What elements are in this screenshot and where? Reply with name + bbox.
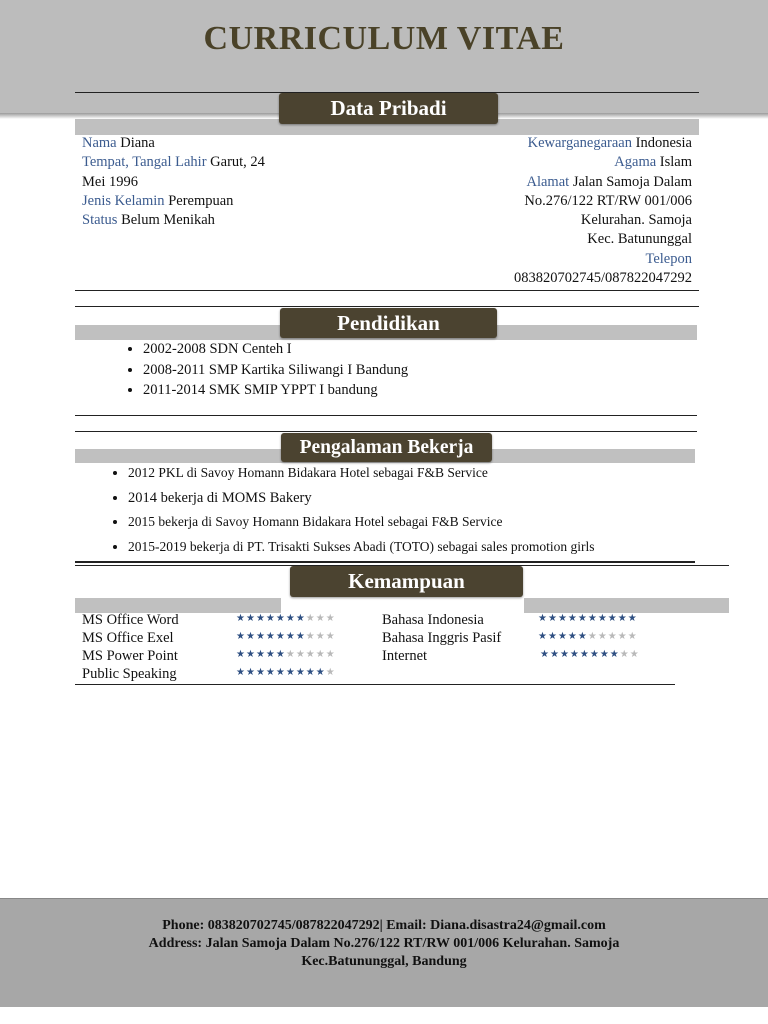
star-filled-icon: ★	[255, 613, 266, 624]
star-filled-icon: ★	[285, 613, 296, 624]
list-item: • 2002-2008 SDN Centeh I	[143, 339, 408, 360]
religion-value: Islam	[659, 154, 692, 170]
star-empty-icon: ★	[629, 649, 640, 660]
star-empty-icon: ★	[587, 631, 598, 642]
star-filled-icon: ★	[236, 631, 246, 642]
birth-label: Tempat, Tangal Lahir	[82, 154, 207, 170]
experience-list	[104, 461, 594, 559]
field-address	[527, 173, 693, 192]
star-filled-icon: ★	[627, 613, 638, 624]
star-empty-icon: ★	[325, 667, 336, 678]
skill-name: Public Speaking	[82, 666, 177, 682]
star-filled-icon: ★	[236, 613, 246, 624]
star-filled-icon: ★	[295, 613, 306, 624]
star-filled-icon: ★	[255, 667, 266, 678]
star-empty-icon: ★	[627, 631, 638, 642]
star-filled-icon: ★	[245, 649, 256, 660]
footer-address: Address: Jalan Samoja Dalam No.276/122 RT/RW 001/006 Kelurahan. Samoja	[148, 936, 620, 951]
star-empty-icon: ★	[315, 613, 326, 624]
footer-contact: Phone: 083820702745/087822047292| Email: Diana.disastra24@gmail.com	[162, 918, 606, 933]
star-empty-icon: ★	[325, 631, 336, 642]
nationality-value: Indonesia	[635, 135, 692, 151]
star-filled-icon: ★	[538, 631, 548, 642]
skill-name: MS Power Point	[82, 648, 178, 664]
star-filled-icon: ★	[547, 613, 558, 624]
birth-value-cont: Mei 1996	[82, 174, 138, 190]
star-filled-icon: ★	[607, 613, 618, 624]
star-empty-icon: ★	[305, 649, 316, 660]
star-filled-icon: ★	[285, 667, 296, 678]
list-item: • 2008-2011 SMP Kartika Siliwangi I Bandung	[143, 360, 408, 381]
field-birth	[82, 153, 265, 172]
address-value-3: Kelurahan. Samoja	[580, 212, 692, 228]
list-item: • 2011-2014 SMK SMIP YPPT I bandung	[143, 380, 408, 401]
star-filled-icon: ★	[557, 613, 568, 624]
skill-rating	[538, 628, 638, 646]
star-filled-icon: ★	[275, 613, 286, 624]
status-value: Belum Menikah	[121, 212, 215, 228]
star-filled-icon: ★	[275, 631, 286, 642]
skill-rating	[236, 664, 336, 682]
name-label: Nama	[82, 135, 117, 151]
star-filled-icon: ★	[557, 631, 568, 642]
skill-name: MS Office Exel	[82, 630, 174, 646]
education-list	[118, 339, 408, 401]
star-empty-icon: ★	[315, 649, 326, 660]
star-empty-icon: ★	[619, 649, 630, 660]
section-title-skills: Kemampuan	[290, 566, 523, 597]
star-filled-icon: ★	[255, 631, 266, 642]
divider	[75, 415, 697, 416]
star-empty-icon: ★	[617, 631, 628, 642]
skill-rating	[540, 646, 640, 664]
skill-rating	[236, 610, 336, 628]
list-item: • 2015-2019 bekerja di PT. Trisakti Sukses Abadi (TOTO) sebagai sales promotion girls	[128, 535, 594, 560]
star-filled-icon: ★	[285, 631, 296, 642]
star-filled-icon: ★	[236, 667, 246, 678]
divider	[75, 561, 695, 563]
birth-value: Garut, 24	[210, 154, 265, 170]
star-filled-icon: ★	[579, 649, 590, 660]
star-filled-icon: ★	[245, 667, 256, 678]
phone-label: Telepon	[645, 251, 692, 267]
star-filled-icon: ★	[609, 649, 620, 660]
star-filled-icon: ★	[275, 667, 286, 678]
star-filled-icon: ★	[617, 613, 628, 624]
star-empty-icon: ★	[325, 613, 336, 624]
star-filled-icon: ★	[255, 649, 266, 660]
star-filled-icon: ★	[265, 649, 276, 660]
star-empty-icon: ★	[305, 631, 316, 642]
star-filled-icon: ★	[587, 613, 598, 624]
star-filled-icon: ★	[265, 613, 276, 624]
field-religion	[614, 153, 692, 172]
footer-address-cont: Kec.Batununggal, Bandung	[301, 954, 467, 969]
star-filled-icon: ★	[540, 649, 550, 660]
star-filled-icon: ★	[295, 667, 306, 678]
star-empty-icon: ★	[285, 649, 296, 660]
section-title-education: Pendidikan	[280, 308, 497, 338]
divider	[75, 306, 699, 307]
star-filled-icon: ★	[265, 631, 276, 642]
star-filled-icon: ★	[245, 631, 256, 642]
star-empty-icon: ★	[607, 631, 618, 642]
skill-rating	[236, 628, 336, 646]
star-empty-icon: ★	[305, 613, 316, 624]
skill-name: MS Office Word	[82, 612, 179, 628]
star-filled-icon: ★	[295, 631, 306, 642]
list-item: • 2015 bekerja di Savoy Homann Bidakara Hotel sebagai F&B Service	[128, 510, 594, 535]
field-name	[82, 134, 155, 153]
address-value: Jalan Samoja Dalam	[572, 174, 692, 190]
skill-name: Bahasa Inggris Pasif	[382, 630, 502, 646]
field-gender	[82, 192, 233, 211]
star-filled-icon: ★	[589, 649, 600, 660]
star-filled-icon: ★	[305, 667, 316, 678]
name-value: Diana	[120, 135, 155, 151]
gender-label: Jenis Kelamin	[82, 193, 165, 209]
star-filled-icon: ★	[569, 649, 580, 660]
star-filled-icon: ★	[577, 613, 588, 624]
star-filled-icon: ★	[599, 649, 610, 660]
star-filled-icon: ★	[547, 631, 558, 642]
footer	[0, 898, 768, 1007]
star-filled-icon: ★	[567, 631, 578, 642]
address-label: Alamat	[526, 174, 570, 190]
skill-name: Internet	[382, 648, 428, 664]
star-filled-icon: ★	[559, 649, 570, 660]
star-filled-icon: ★	[245, 613, 256, 624]
star-filled-icon: ★	[265, 667, 276, 678]
section-title-experience: Pengalaman Bekerja	[281, 433, 492, 462]
field-status	[82, 211, 215, 230]
skill-rating	[236, 646, 336, 664]
list-item: • 2014 bekerja di MOMS Bakery	[128, 486, 594, 511]
list-item: • 2012 PKL di Savoy Homann Bidakara Hotel sebagai F&B Service	[128, 461, 594, 486]
page-title: CURRICULUM VITAE	[203, 20, 565, 57]
status-label: Status	[82, 212, 118, 228]
divider	[75, 684, 675, 685]
section-title-personal: Data Pribadi	[279, 93, 498, 124]
star-filled-icon: ★	[597, 613, 608, 624]
star-empty-icon: ★	[597, 631, 608, 642]
skill-rating	[538, 610, 638, 628]
star-filled-icon: ★	[315, 667, 326, 678]
nationality-label: Kewarganegaraan	[527, 135, 632, 151]
star-filled-icon: ★	[567, 613, 578, 624]
field-nationality	[528, 134, 692, 153]
phone-value: 083820702745/087822047292	[513, 270, 692, 286]
star-empty-icon: ★	[315, 631, 326, 642]
contact-info	[0, 917, 768, 971]
skill-name: Bahasa Indonesia	[382, 612, 484, 628]
star-filled-icon: ★	[549, 649, 560, 660]
star-filled-icon: ★	[236, 649, 246, 660]
star-filled-icon: ★	[577, 631, 588, 642]
address-value-4: Kec. Batununggal	[587, 231, 692, 247]
star-empty-icon: ★	[325, 649, 336, 660]
star-filled-icon: ★	[275, 649, 286, 660]
gender-value: Perempuan	[168, 193, 234, 209]
religion-label: Agama	[614, 154, 657, 170]
divider	[75, 431, 697, 432]
address-value-2: No.276/122 RT/RW 001/006	[524, 193, 692, 209]
divider	[75, 290, 699, 291]
star-filled-icon: ★	[538, 613, 548, 624]
star-empty-icon: ★	[295, 649, 306, 660]
